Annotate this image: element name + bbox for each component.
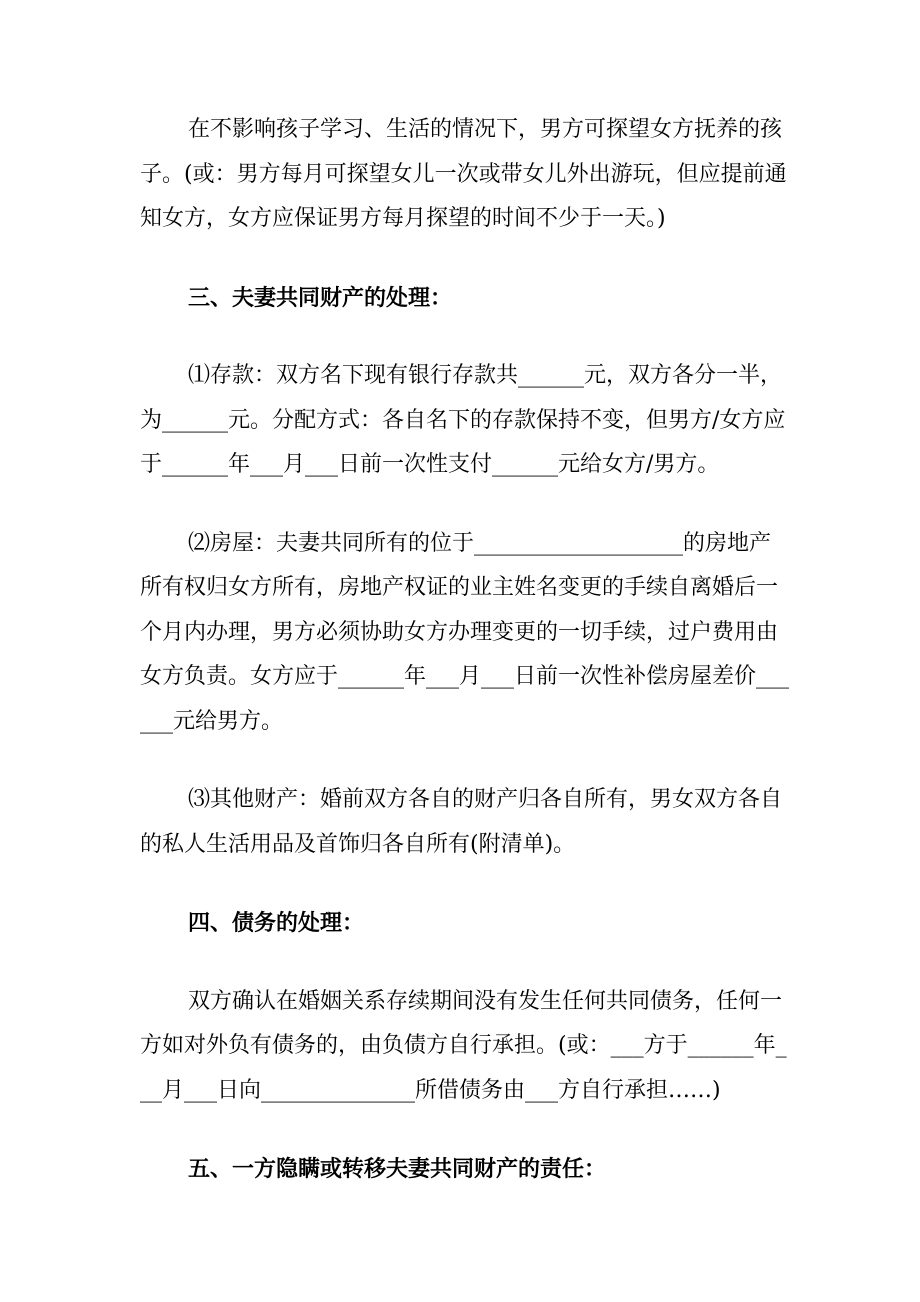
paragraph-visitation: 在不影响孩子学习、生活的情况下，男方可探望女方抚养的孩子。(或：男方每月可探望女儿一次或带女儿外出游玩，但应提前通知女方，女方应保证男方每月探望的时间不少于一天。) <box>140 117 787 231</box>
heading-section-4: 四、债务的处理： <box>188 910 365 936</box>
spacer <box>140 946 790 980</box>
spacer <box>140 320 790 354</box>
heading-section-5: 五、一方隐瞒或转移夫妻共同财产的责任： <box>188 1156 607 1182</box>
paragraph-other-property: ⑶其他财产：婚前双方各自的财产归各自所有，男女双方各自的私人生活用品及首饰归各自所有(附清单)。 <box>140 787 783 857</box>
paragraph-house: ⑵房屋：夫妻共同所有的位于___________________的房地产所有权归女方所有，房地产权证的业主姓名变更的手续自离婚后一个月内办理，男方必须协助女方办理变更的一切手续，过户费用由女方负责。女方应于______年___月___日前一次性补偿房屋差价______元给男方。 <box>140 530 790 734</box>
spacer <box>140 488 790 522</box>
heading-section-3: 三、夫妻共同财产的处理： <box>188 284 453 311</box>
spacer <box>140 1113 790 1147</box>
document-page <box>140 108 790 1192</box>
spacer <box>140 242 790 276</box>
spacer <box>140 867 790 901</box>
paragraph-debts: 双方确认在婚姻关系存续期间没有发生任何共同债务，任何一方如对外负有债务的，由负债方自行承担。(或：___方于______年___月___日向______________所借债务由___方自行承担……) <box>140 988 787 1103</box>
spacer <box>140 744 790 778</box>
paragraph-deposits: ⑴存款：双方名下现有银行存款共______元，双方各分一半，为______元。分配方式：各自名下的存款保持不变，但男方/女方应于______年___月___日前一次性支付______元给女方/男方。 <box>140 363 786 477</box>
